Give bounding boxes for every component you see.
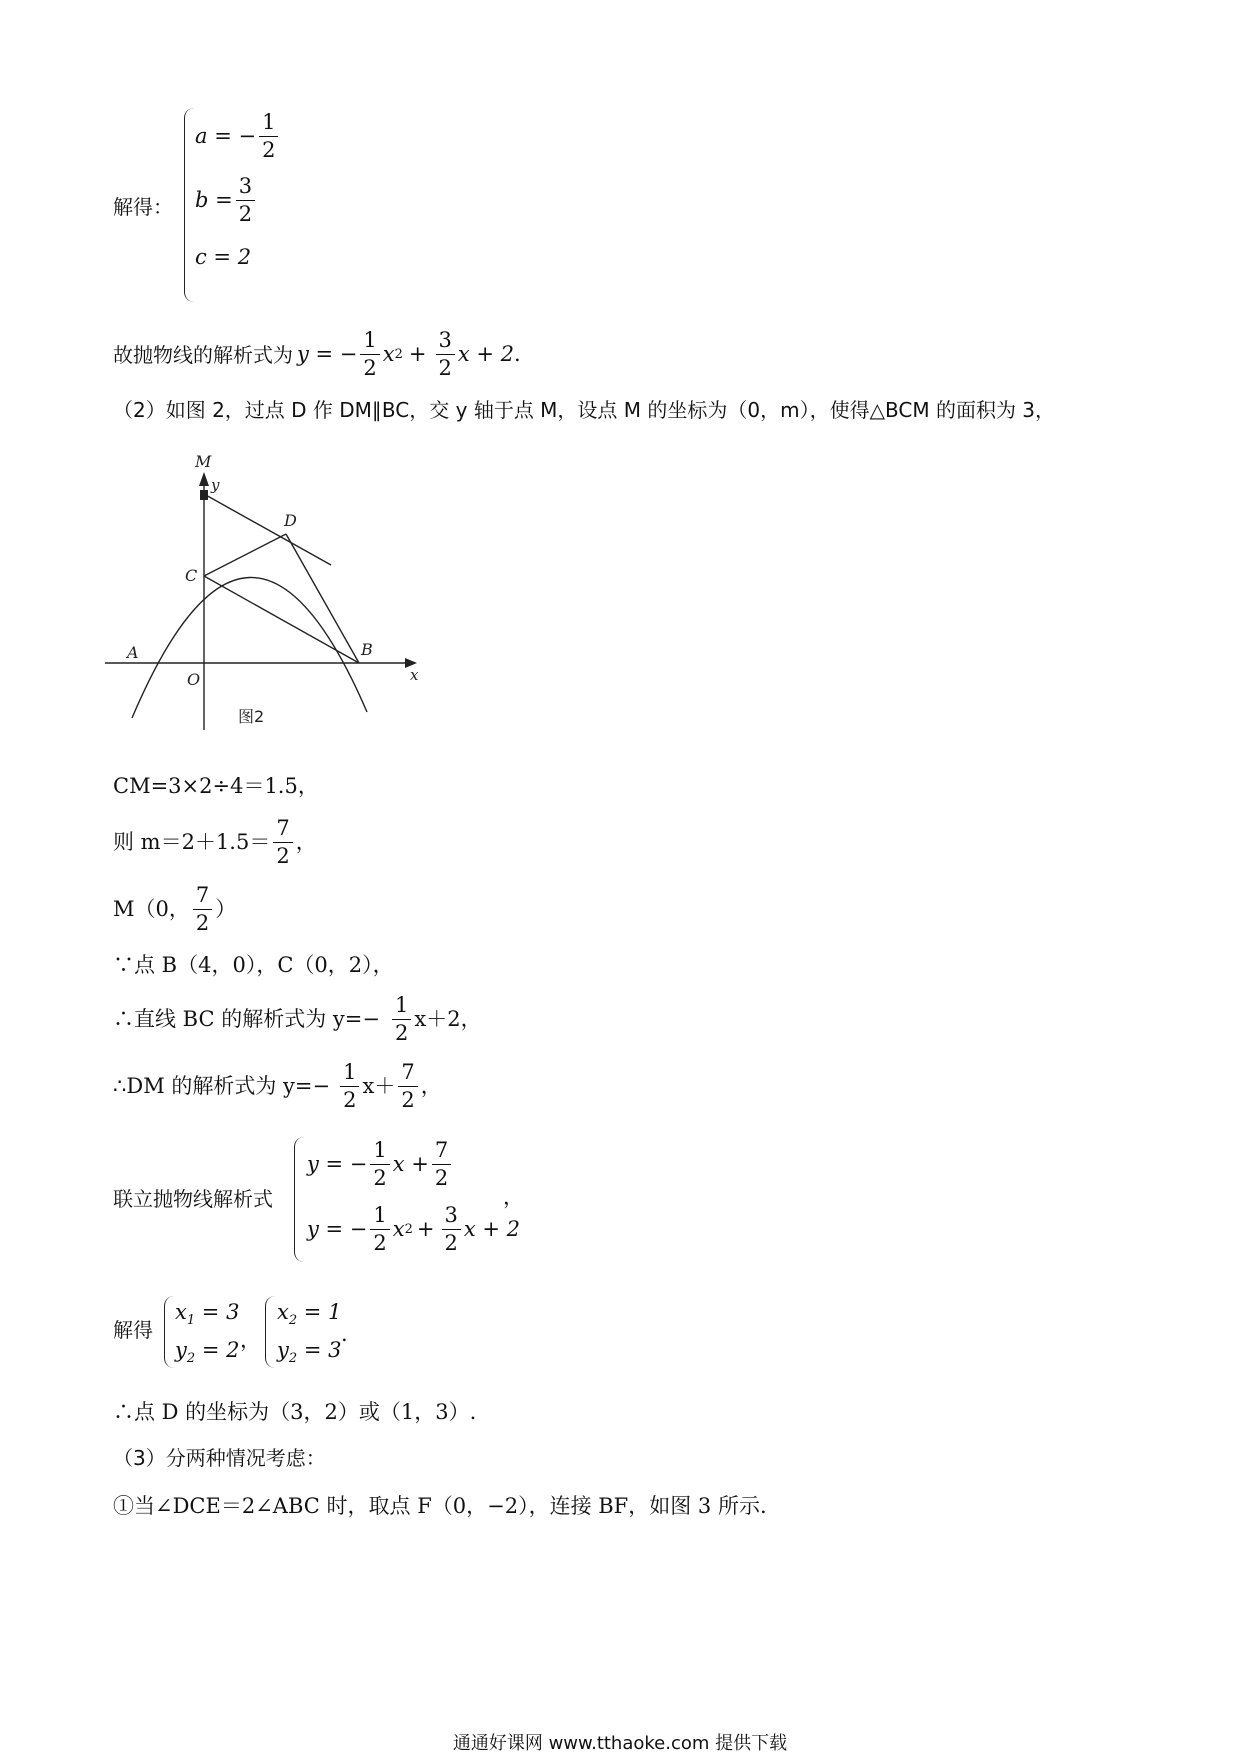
part3-text: （3）分两种情况考虑： (113, 1446, 326, 1470)
label-a: A (127, 643, 139, 662)
eq-b (195, 176, 258, 225)
m-point-line (113, 885, 236, 934)
line-dm (204, 494, 331, 565)
system-brace-2 (294, 1137, 305, 1262)
system-r2-frac-1: $\frac{1}{2}$ (370, 1205, 389, 1254)
m-point-text: M（0， (113, 897, 190, 921)
because-line: ∵点 B（4，0），C（0，2）， (113, 953, 394, 977)
solve2-sep: ， (240, 1328, 261, 1352)
parabola-y: y = − (297, 342, 358, 366)
system-r2-y: y = − (307, 1217, 368, 1241)
system-end: ， (503, 1185, 524, 1209)
solution-label: 解得： (113, 195, 173, 219)
parabola-frac-1: $\frac{1}{2}$ (360, 330, 379, 379)
solve2-label: 解得 (113, 1318, 153, 1342)
label-m: M (195, 452, 212, 471)
part2-text: （2）如图 2，过点 D 作 DM∥BC，交 y 轴于点 M，设点 M 的坐标为（0，m），使得△BCM 的面积为 3， (113, 398, 1056, 422)
bc-line-frac: $\frac{1}{2}$ (392, 995, 411, 1044)
m-line-end: ， (295, 830, 317, 854)
system-label: 联立抛物线解析式 (113, 1187, 273, 1211)
solve2-x1: $x_1 = 3$ (175, 1300, 240, 1329)
dm-line-frac-1: $\frac{1}{2}$ (340, 1062, 359, 1111)
system-r1-frac-1: $\frac{1}{2}$ (370, 1140, 389, 1189)
system-r2-square: 2 (404, 1222, 413, 1237)
m-point-frac: $\frac{7}{2}$ (193, 885, 212, 934)
dm-line (113, 1062, 442, 1111)
point-m-marker (200, 490, 208, 500)
bc-line-text: ∴直线 BC 的解析式为 y=− (113, 1007, 380, 1031)
system-r2-plus: + (416, 1217, 435, 1241)
cm-line: CM=3×2÷4＝1.5， (113, 774, 319, 798)
dm-line-text: ∴DM 的解析式为 y=− (113, 1074, 331, 1098)
solve2-end: . (341, 1322, 348, 1346)
system-row-2 (307, 1205, 520, 1254)
parabola-plus: + (408, 342, 427, 366)
system-brace (184, 108, 195, 302)
system-r1-mid: x + (392, 1152, 429, 1176)
d-coord-line: ∴点 D 的坐标为（3，2）或（1，3）. (113, 1400, 477, 1424)
dm-line-end: ， (420, 1074, 442, 1098)
dm-line-mid: x＋ (362, 1074, 396, 1098)
system-r1-y: y = − (307, 1152, 368, 1176)
label-y: y (211, 476, 220, 494)
system-r2-frac-2: $\frac{3}{2}$ (442, 1205, 461, 1254)
eq-c: c = 2 (195, 245, 252, 269)
system-r2-tail: x + 2 (463, 1217, 521, 1241)
label-o: O (187, 670, 201, 689)
label-b: B (361, 640, 373, 659)
segment-cb (204, 576, 359, 663)
bc-line-tail: x＋2， (414, 1007, 482, 1031)
footer-source: 通通好课网 www.tthaoke.com 提供下载 (452, 1733, 788, 1754)
eq-a-lhs: a = − (195, 124, 257, 148)
dm-line-frac-2: $\frac{7}{2}$ (398, 1062, 417, 1111)
m-line (113, 818, 317, 867)
system-row-1 (307, 1140, 454, 1189)
parabola-prefix: 故抛物线的解析式为 (113, 342, 293, 367)
system-r2-x: x (392, 1217, 405, 1241)
parabola-frac-2: $\frac{3}{2}$ (436, 330, 455, 379)
eq-b-lhs: b = (195, 188, 233, 212)
parabola-line (113, 330, 521, 379)
eq-a (195, 112, 281, 161)
parabola-end: . (514, 342, 521, 366)
m-line-text: 则 m＝2＋1.5＝ (113, 830, 271, 854)
label-c: C (185, 566, 198, 585)
solve2-y2: $y_2 = 3$ (277, 1338, 342, 1367)
parabola-square: 2 (394, 347, 403, 362)
eq-b-frac: $\frac{3}{2}$ (236, 176, 255, 225)
eq-a-frac: $\frac{1}{2}$ (259, 112, 278, 161)
figure-caption: 图2 (238, 707, 265, 726)
parabola-x: x (382, 342, 395, 366)
solve2-x2: $x_2 = 1$ (277, 1300, 342, 1329)
segment-cd (204, 534, 286, 576)
case1-text: ①当∠DCE＝2∠ABC 时，取点 F（0，−2），连接 BF，如图 3 所示. (113, 1494, 767, 1518)
parabola-tail: x + 2 (457, 342, 515, 366)
solve2-y1: $y_2 = 2$ (175, 1338, 240, 1367)
solve2-brace-1 (164, 1296, 174, 1368)
m-line-frac: $\frac{7}{2}$ (273, 818, 292, 867)
y-axis-arrow (199, 472, 209, 486)
label-d: D (284, 511, 297, 530)
bc-line (113, 995, 482, 1044)
label-x: x (410, 666, 419, 684)
solve2-brace-2 (265, 1296, 275, 1368)
figure-2 (105, 450, 435, 740)
m-point-end: ） (215, 897, 237, 921)
system-r1-frac-2: $\frac{7}{2}$ (432, 1140, 451, 1189)
